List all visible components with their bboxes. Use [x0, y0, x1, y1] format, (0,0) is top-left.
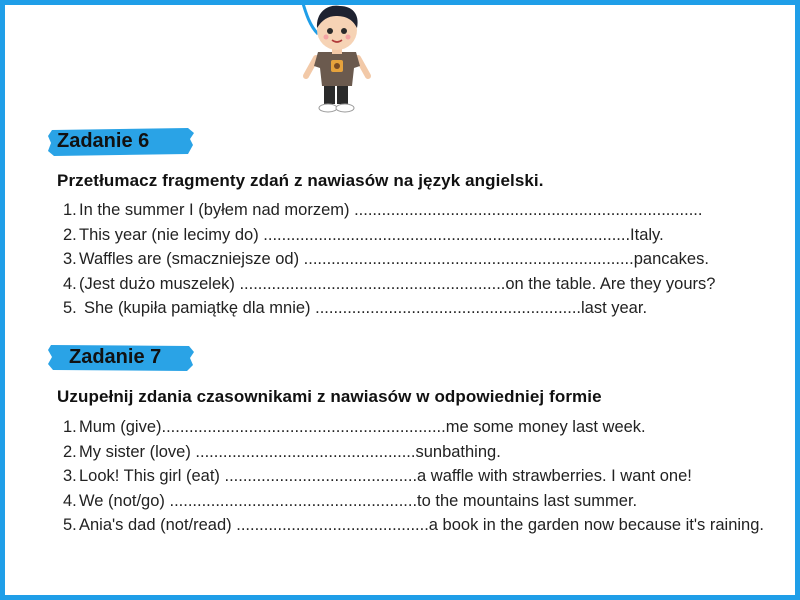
list-item: 3. Look! This girl (eat) ..........................................a waffle with strawberries. I want one!	[63, 467, 692, 485]
task6-title-badge	[48, 127, 194, 157]
list-item: 2. This year (nie lecimy do) ................................................................................Italy.	[63, 225, 664, 244]
task6-list	[63, 198, 783, 321]
list-item: 5. Ania's dad (not/read) ..........................................a book in the garden now because it's raining.	[63, 516, 764, 534]
task7-list	[63, 415, 783, 538]
list-item: 1. In the summer I (byłem nad morzem) ............................................................................	[63, 201, 703, 219]
list-item: 3. Waffles are (smaczniejsze od) ........................................................................pancakes.	[63, 250, 709, 268]
task7-instruction: Uzupełnij zdania czasownikami z nawiasów w odpowiedniej formie	[57, 387, 602, 406]
task6-title: Zadanie 6	[57, 130, 150, 152]
list-item: 1. Mum (give)..............................................................me some money last week.	[63, 418, 646, 436]
task6-instruction: Przetłumacz fragmenty zdań z nawiasów na język angielski.	[57, 171, 544, 190]
child-character-illustration	[300, 0, 380, 118]
list-item: 4. (Jest dużo muszelek) ..........................................................on the table. Are they yours?	[63, 274, 716, 293]
task7-title-badge	[48, 343, 194, 373]
list-item: 4. We (not/go) ......................................................to the mountains last summer.	[63, 491, 638, 510]
list-item: 5. She (kupiła pamiątkę dla mnie) ..........................................................last year.	[63, 299, 648, 317]
task7-title: Zadanie 7	[69, 346, 162, 368]
list-item: 2. My sister (love) ................................................sunbathing.	[63, 442, 501, 461]
